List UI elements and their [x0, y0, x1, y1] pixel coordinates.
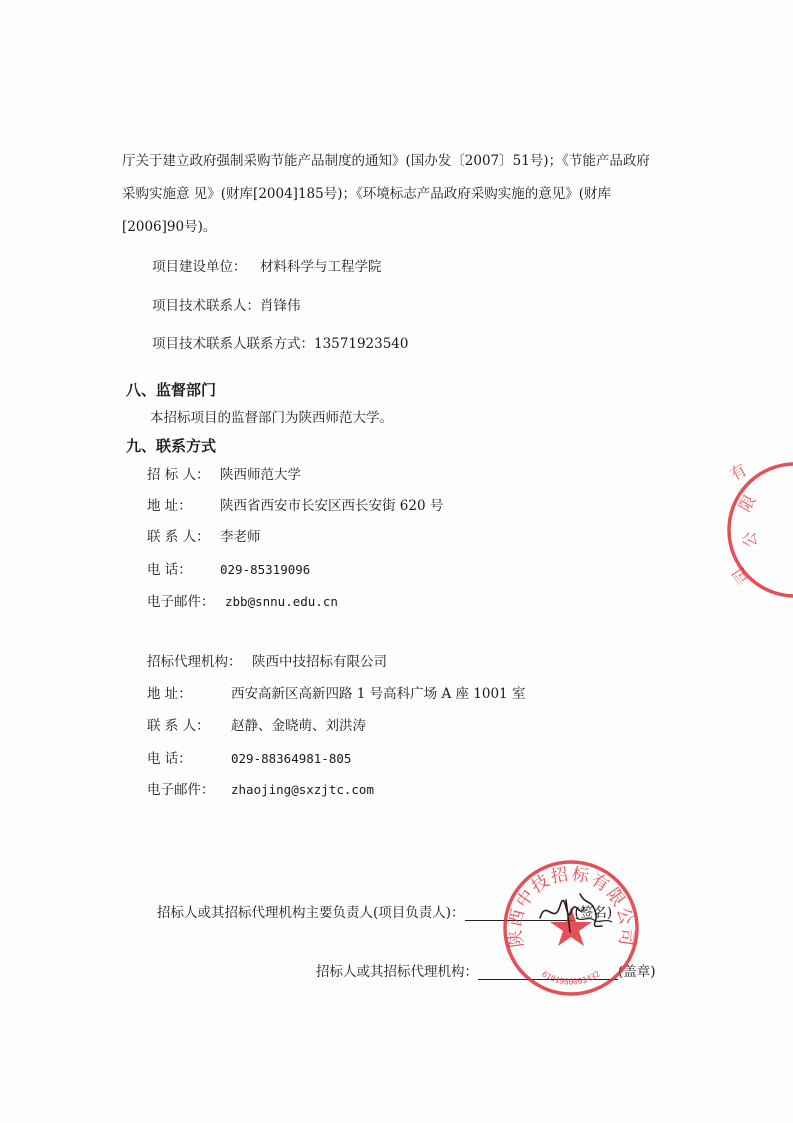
tenderer-row	[147, 467, 301, 483]
project-phone-row	[152, 336, 408, 352]
signature-line-1-prefix: 招标人或其招标代理机构主要负责人(项目负责人)：	[157, 905, 465, 921]
project-phone-label: 项目技术联系人联系方式：	[152, 336, 314, 352]
tenderer-phone-row	[147, 562, 310, 578]
agency-email-value[interactable]: zhaojing@sxzjtc.com	[231, 782, 374, 797]
agency-contact-row	[147, 718, 366, 734]
svg-text:公: 公	[739, 530, 760, 549]
agency-contact-label: 联 系 人：	[147, 718, 210, 734]
intro-line-2: 采购实施意 见》(财库[2004]185号)；《环境标志产品政府采购实施的意见》(财库	[122, 186, 611, 202]
tenderer-value: 陕西师范大学	[220, 467, 301, 483]
tenderer-email-row	[147, 594, 338, 610]
signature-line-2-suffix: (盖章)	[618, 964, 656, 980]
svg-text:6101980001432	[540, 969, 601, 986]
tenderer-address-row	[147, 498, 443, 514]
agency-email-row	[147, 782, 374, 798]
section-9-heading: 九、联系方式	[126, 437, 217, 455]
tenderer-contact-value: 李老师	[220, 529, 261, 545]
tenderer-contact-label: 联 系 人：	[147, 529, 210, 545]
agency-row	[147, 654, 387, 670]
project-phone-value: 13571923540	[314, 336, 409, 352]
agency-email-label: 电子邮件：	[147, 782, 215, 798]
agency-value: 陕西中技招标有限公司	[252, 654, 387, 670]
tenderer-contact-row	[147, 529, 261, 545]
project-unit-value: 材料科学与工程学院	[260, 259, 382, 275]
signature-line-2-prefix: 招标人或其招标代理机构：	[316, 964, 478, 980]
intro-line-3: [2006]90号)。	[122, 219, 217, 235]
agency-address-row	[147, 686, 525, 702]
agency-contact-value: 赵静、金晓萌、刘洪涛	[231, 718, 366, 734]
agency-phone-label: 电 话：	[147, 751, 192, 767]
project-contact-label: 项目技术联系人：	[152, 298, 260, 314]
tenderer-label: 招 标 人：	[147, 467, 210, 483]
tenderer-address-value: 陕西省西安市长安区西长安街 620 号	[220, 498, 444, 514]
seal-code: 6101980001432	[540, 969, 602, 987]
tenderer-phone-label: 电 话：	[147, 562, 192, 578]
project-unit-label: 项目建设单位：	[152, 259, 247, 275]
tenderer-email-value[interactable]: zbb@snnu.edu.cn	[225, 594, 338, 609]
signature-line-1-suffix: (签名)	[574, 905, 613, 921]
handwritten-signature	[536, 888, 616, 943]
svg-text:限: 限	[735, 491, 760, 515]
agency-phone-row	[147, 751, 351, 767]
agency-address-value: 西安高新区高新四路 1 号高科广场 A 座 1001 室	[231, 686, 526, 702]
project-contact-row	[152, 298, 301, 314]
section-8-body: 本招标项目的监督部门为陕西师范大学。	[150, 410, 393, 426]
intro-line-1: 厅关于建立政府强制采购节能产品制度的通知》(国办发〔2007〕51号)；《节能产品政府	[122, 153, 650, 169]
project-unit-row	[152, 259, 382, 275]
agency-address-label: 地 址：	[147, 686, 192, 702]
svg-text:有: 有	[726, 460, 750, 485]
agency-label: 招标代理机构：	[147, 654, 242, 670]
section-8-heading: 八、监督部门	[126, 381, 217, 399]
tenderer-address-label: 地 址：	[147, 498, 192, 514]
seal-text: 陕西中技招标有限公司	[505, 864, 637, 949]
edge-seal	[720, 455, 793, 605]
svg-text:司: 司	[728, 563, 754, 588]
tenderer-email-label: 电子邮件：	[147, 594, 215, 610]
tenderer-phone-value: 029-85319096	[220, 562, 311, 577]
agency-phone-value: 029-88364981-805	[231, 751, 352, 766]
project-contact-value: 肖锋伟	[260, 298, 301, 314]
